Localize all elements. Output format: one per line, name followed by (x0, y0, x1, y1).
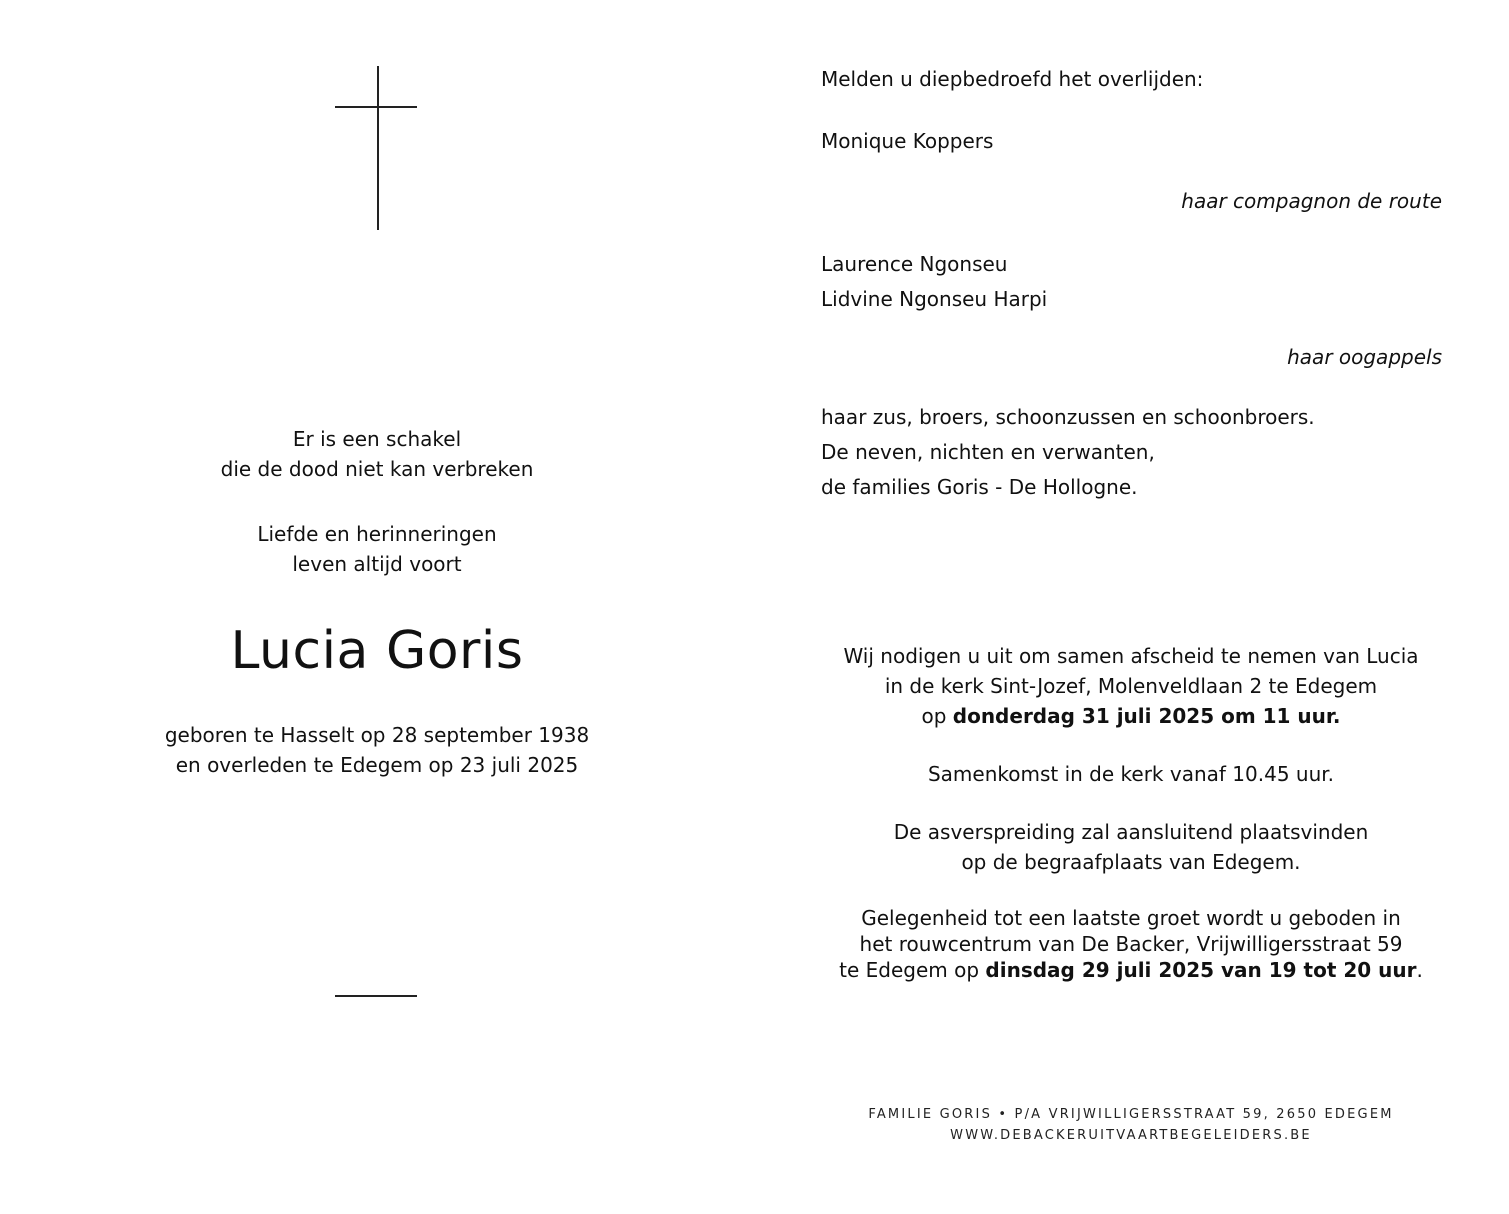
child-name-1: Laurence Ngonseu (821, 252, 1008, 276)
visitation-line-2: het rouwcentrum van De Backer, Vrijwilligersstraat 59 (859, 932, 1403, 956)
deceased-name: Lucia Goris (230, 621, 524, 681)
footer (820, 1104, 1442, 1146)
ashes-line-1: De asverspreiding zal aansluitend plaatsvinden (893, 820, 1369, 844)
ceremony-line-1: Wij nodigen u uit om samen afscheid te nemen van Lucia (843, 644, 1419, 668)
gathering-note: Samenkomst in de kerk vanaf 10.45 uur. (927, 762, 1335, 786)
death-line: en overleden te Edegem op 23 juli 2025 (175, 753, 579, 777)
family-line-3: de families Goris - De Hollogne. (821, 475, 1138, 499)
partner-name: Monique Koppers (821, 129, 994, 153)
ceremony-date-prefix: op (921, 704, 953, 728)
visitation-date: dinsdag 29 juli 2025 van 19 tot 20 uur (985, 958, 1417, 982)
visitation-date-suffix: . (1416, 958, 1423, 982)
family-line-1: haar zus, broers, schoonzussen en schoonbroers. (821, 405, 1315, 429)
verse-two-line-2: leven altijd voort (292, 552, 462, 576)
child-name-2: Lidvine Ngonseu Harpi (821, 287, 1048, 311)
ceremony-date: donderdag 31 juli 2025 om 11 uur. (952, 704, 1341, 728)
ceremony-line-2: in de kerk Sint-Jozef, Molenveldlaan 2 te Edegem (884, 674, 1378, 698)
verse-one (77, 424, 677, 484)
ashes-line-2: op de begraafplaats van Edegem. (961, 850, 1301, 874)
ceremony-line-3 (820, 701, 1442, 731)
footer-address: FAMILIE GORIS • P/A VRIJWILLIGERSSTRAAT 59, 2650 EDEGEM (868, 1107, 1394, 1122)
visitation-note (820, 905, 1442, 983)
birth-death-dates (77, 720, 677, 780)
children-relation: haar oogappels (1287, 345, 1442, 369)
cross-horizontal-bar (335, 106, 417, 108)
partner-relation: haar compagnon de route (1181, 189, 1442, 213)
visitation-line-3 (820, 957, 1442, 983)
family-line-2: De neven, nichten en verwanten, (821, 440, 1155, 464)
cross-vertical-bar (377, 66, 379, 230)
closing-rule (335, 995, 417, 997)
verse-two-line-1: Liefde en herinneringen (257, 522, 497, 546)
children-list (821, 247, 1047, 317)
footer-website: WWW.DEBACKERUITVAARTBEGELEIDERS.BE (950, 1128, 1312, 1143)
announcement-intro: Melden u diepbedroefd het overlijden: (821, 67, 1204, 91)
family-list (821, 400, 1315, 505)
verse-one-line-1: Er is een schakel (292, 427, 462, 451)
birth-line: geboren te Hasselt op 28 september 1938 (164, 723, 590, 747)
verse-two (77, 519, 677, 579)
visitation-line-1: Gelegenheid tot een laatste groet wordt u geboden in (861, 906, 1401, 930)
ceremony-invitation (820, 641, 1442, 731)
visitation-date-prefix: te Edegem op (839, 958, 986, 982)
verse-one-line-2: die de dood niet kan verbreken (220, 457, 534, 481)
ashes-note (820, 817, 1442, 877)
